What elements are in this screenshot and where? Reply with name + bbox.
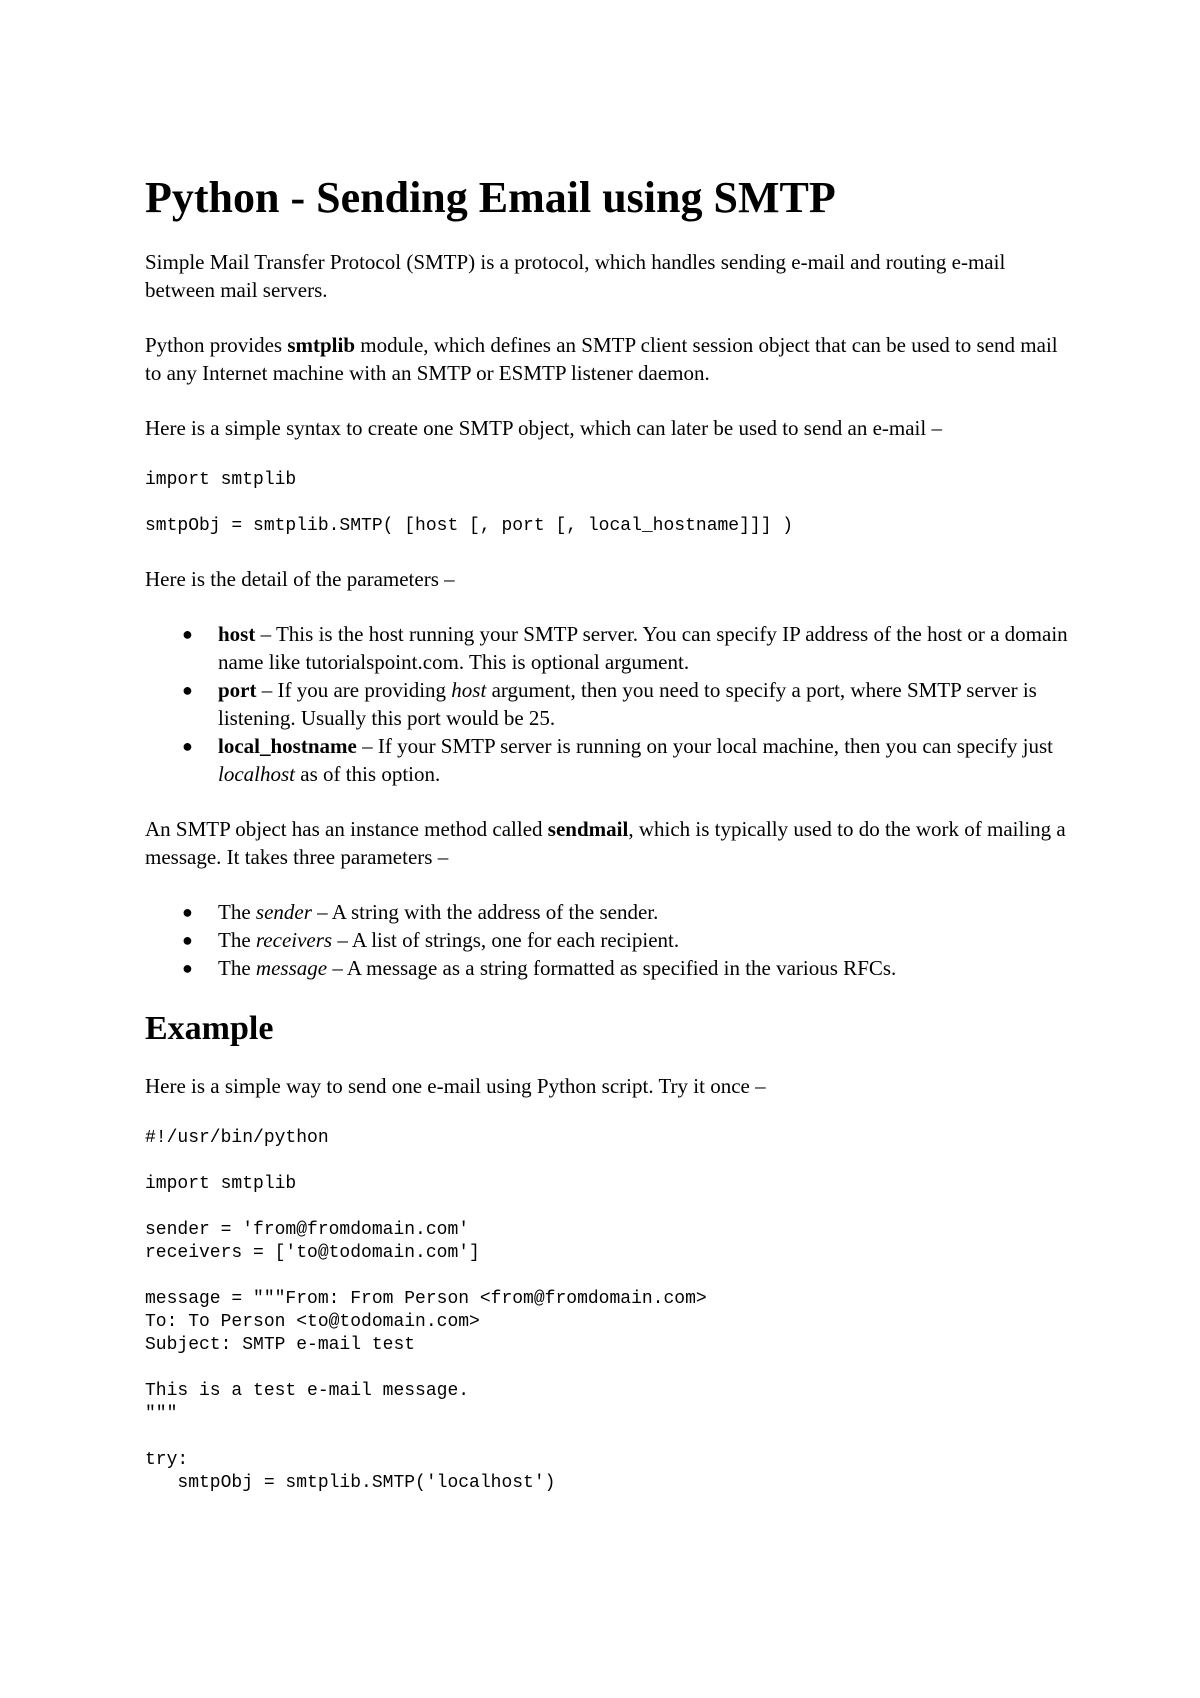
parameters-list [145, 620, 1075, 788]
item-emphasis: receivers [255, 928, 333, 952]
example-code-try: try: smtpObj = smtplib.SMTP('localhost') [145, 1450, 556, 1493]
example-intro-paragraph: Here is a simple way to send one e-mail using Python script. Try it once – [145, 1074, 766, 1098]
param-description: as of this option. [295, 762, 441, 786]
params-intro-paragraph: Here is the detail of the parameters – [145, 567, 455, 591]
item-prefix: The [218, 928, 256, 952]
item-prefix: The [218, 900, 256, 924]
bullet-icon: ● [182, 680, 193, 700]
syntax-intro-paragraph: Here is a simple syntax to create one SMTP object, which can later be used to send an e-mail – [145, 416, 942, 440]
item-prefix: The [218, 956, 256, 980]
sendmail-text-after: , which is typically used to do the work of mailing a message. It takes three parameters – [145, 817, 1066, 869]
list-item [182, 732, 1075, 788]
sendmail-method-name: sendmail [547, 817, 629, 841]
param-description: argument, then you need to specify a port, where SMTP server is listening. Usually this port would be 25. [218, 678, 1037, 730]
param-emphasis: host [451, 678, 487, 702]
bullet-icon: ● [182, 902, 193, 922]
sendmail-parameters-list [145, 898, 1075, 982]
bullet-icon: ● [182, 958, 193, 978]
param-name: host [218, 622, 256, 646]
example-code-message: message = """From: From Person <from@fromdomain.com> To: To Person <to@todomain.com> Subject: SMTP e-mail test [145, 1289, 707, 1355]
syntax-code-line-import: import smtplib [145, 470, 297, 490]
document-page [145, 170, 1075, 1518]
sendmail-paragraph [145, 815, 1075, 871]
intro-paragraph: Simple Mail Transfer Protocol (SMTP) is a protocol, which handles sending e-mail and routing e-mail between mail servers. [145, 250, 1006, 302]
param-description: – If your SMTP server is running on your local machine, then you can specify just [356, 734, 1053, 758]
bullet-icon: ● [182, 930, 193, 950]
list-item [182, 926, 1075, 954]
smtplib-text-after: module, which defines an SMTP client session object that can be used to send mail to any Internet machine with an SMTP or ESMTP listener daemon. [145, 333, 1058, 385]
smtplib-module-name: smtplib [287, 333, 356, 357]
list-item [182, 620, 1075, 676]
example-code-sender: sender = 'from@fromdomain.com' receivers = ['to@todomain.com'] [145, 1220, 480, 1263]
list-item [182, 954, 1075, 982]
item-text: – A string with the address of the sender. [311, 900, 659, 924]
bullet-icon: ● [182, 736, 193, 756]
example-code-shebang: #!/usr/bin/python [145, 1128, 329, 1148]
smtplib-paragraph [145, 331, 1075, 387]
item-emphasis: sender [255, 900, 312, 924]
example-code-body: This is a test e-mail message. """ [145, 1381, 470, 1424]
example-code-import: import smtplib [145, 1174, 297, 1194]
item-text: – A list of strings, one for each recipient. [332, 928, 680, 952]
param-description: – If you are providing [256, 678, 452, 702]
param-name: local_hostname [218, 734, 357, 758]
page-title: Python - Sending Email using SMTP [145, 173, 836, 222]
list-item [182, 898, 1075, 926]
list-item [182, 676, 1075, 732]
param-emphasis: localhost [218, 762, 295, 786]
param-name: port [218, 678, 257, 702]
param-description: – This is the host running your SMTP server. You can specify IP address of the host or a domain name like tutorialspoint.com. This is optional argument. [218, 622, 1068, 674]
bullet-icon: ● [182, 624, 193, 644]
example-heading: Example [145, 1010, 274, 1047]
smtplib-text-before: Python provides [145, 333, 288, 357]
syntax-code-line-smtp: smtpObj = smtplib.SMTP( [host [, port [, local_hostname]]] ) [145, 516, 794, 536]
item-text: – A message as a string formatted as specified in the various RFCs. [327, 956, 897, 980]
sendmail-text-before: An SMTP object has an instance method called [145, 817, 548, 841]
item-emphasis: message [255, 956, 328, 980]
